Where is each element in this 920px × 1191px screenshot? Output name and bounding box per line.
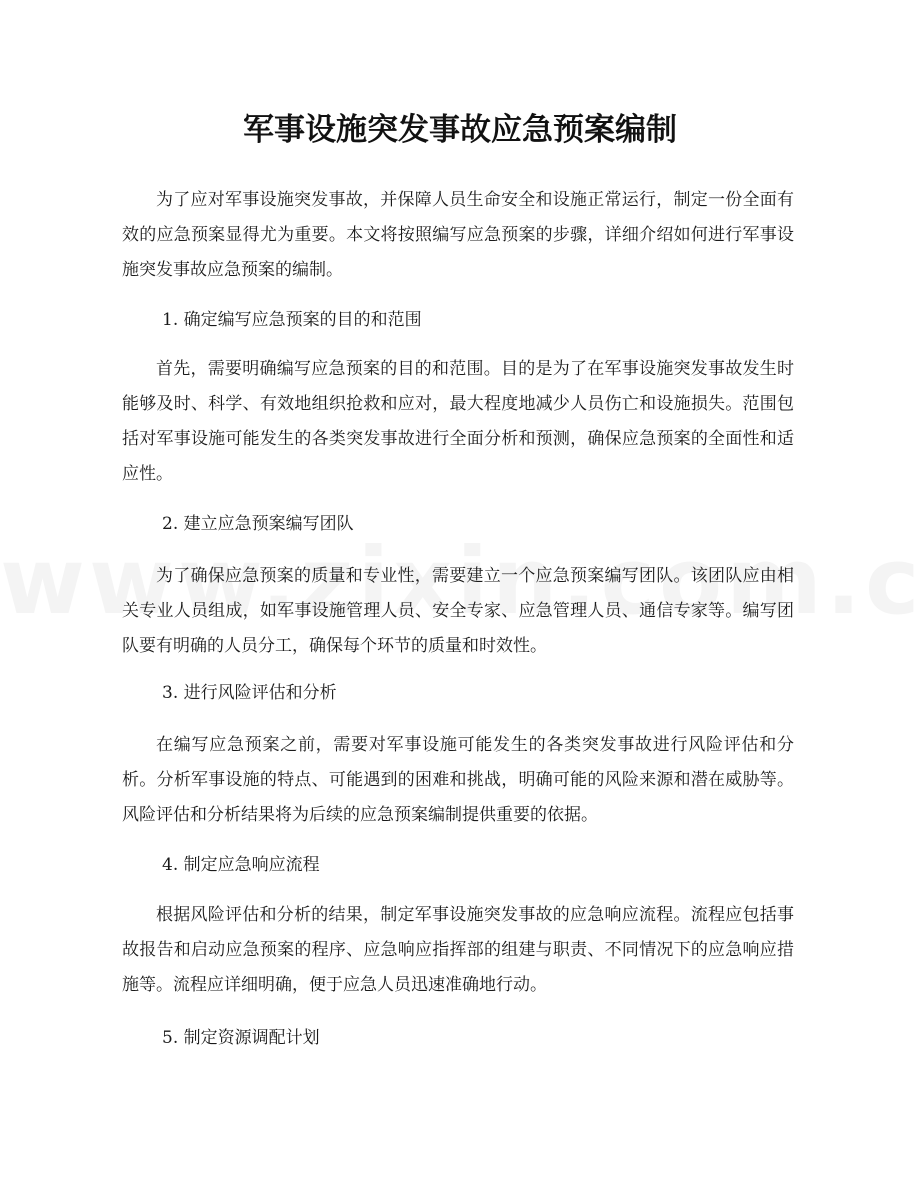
document-title: 军事设施突发事故应急预案编制 <box>243 112 677 148</box>
section-heading-3: 3. 进行风险评估和分析 <box>162 683 337 703</box>
section-body-1: 首先，需要明确编写应急预案的目的和范围。目的是为了在军事设施突发事故发生时能够及时、科学、有效地组织抢救和应对，最大程度地减少人员伤亡和设施损失。范围包括对军事设施可能发生的各类突发事故进行全面分析和预测，确保应急预案的全面性和适应性。 <box>122 359 794 484</box>
section-body-2: 为了确保应急预案的质量和专业性，需要建立一个应急预案编写团队。该团队应由相关专业人员组成，如军事设施管理人员、安全专家、应急管理人员、通信专家等。编写团队要有明确的人员分工，确保每个环节的质量和时效性。 <box>122 566 794 656</box>
section-heading-1: 1. 确定编写应急预案的目的和范围 <box>162 310 422 330</box>
section-heading-2: 2. 建立应急预案编写团队 <box>162 514 354 534</box>
section-heading-4: 4. 制定应急响应流程 <box>162 855 320 875</box>
section-body-4: 根据风险评估和分析的结果，制定军事设施突发事故的应急响应流程。流程应包括事故报告和启动应急预案的程序、应急响应指挥部的组建与职责、不同情况下的应急响应措施等。流程应详细明确，便于应急人员迅速准确地行动。 <box>122 905 794 995</box>
section-body-3: 在编写应急预案之前，需要对军事设施可能发生的各类突发事故进行风险评估和分析。分析军事设施的特点、可能遇到的困难和挑战，明确可能的风险来源和潜在威胁等。风险评估和分析结果将为后续的应急预案编制提供重要的依据。 <box>122 735 794 825</box>
section-heading-5: 5. 制定资源调配计划 <box>162 1028 320 1048</box>
intro-paragraph: 为了应对军事设施突发事故，并保障人员生命安全和设施正常运行，制定一份全面有效的应急预案显得尤为重要。本文将按照编写应急预案的步骤，详细介绍如何进行军事设施突发事故应急预案的编制。 <box>122 190 794 280</box>
